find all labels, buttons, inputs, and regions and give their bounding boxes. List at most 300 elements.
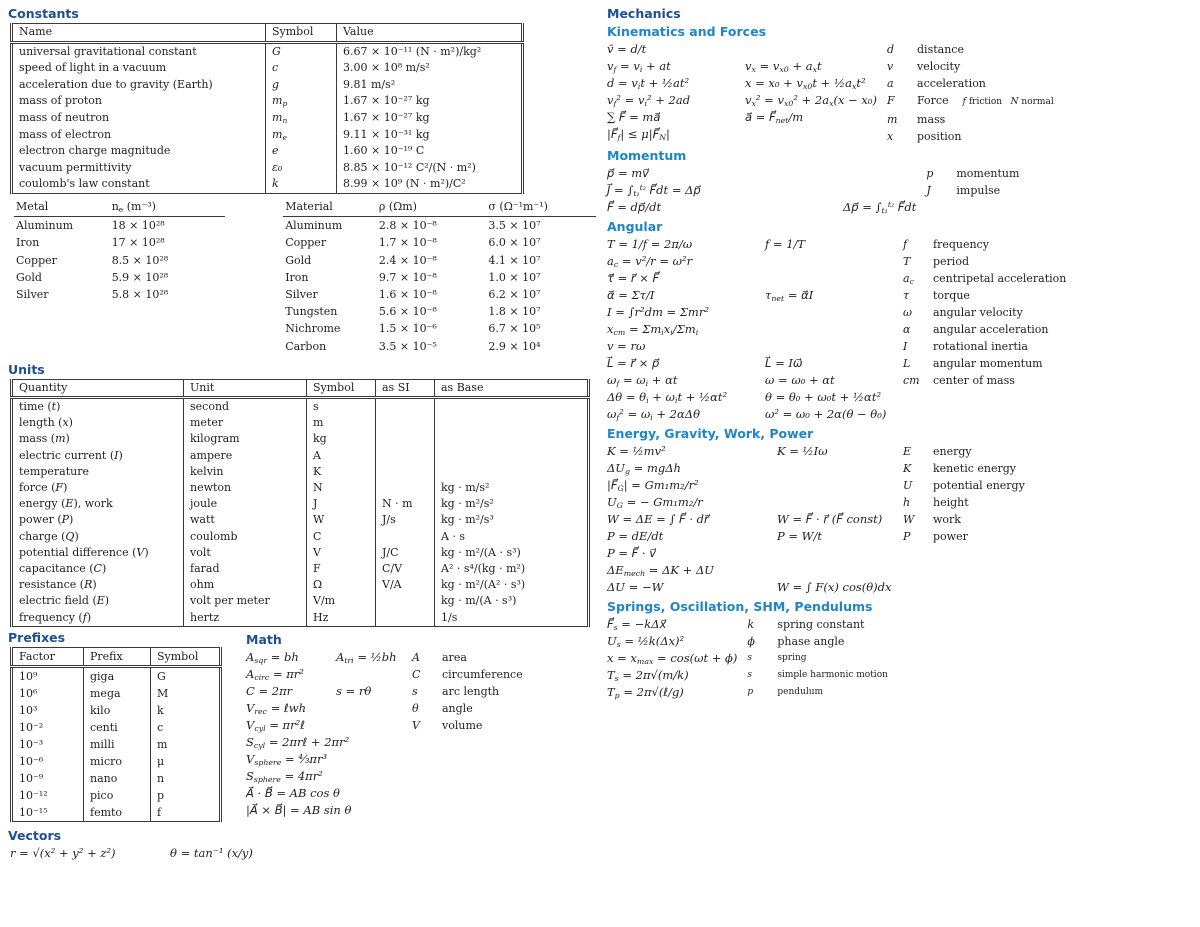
table-row bbox=[12, 143, 523, 160]
table-row bbox=[12, 561, 589, 577]
legend-symbol: F bbox=[887, 94, 895, 107]
table-cell: electric field (E) bbox=[19, 594, 110, 608]
table-cell: micro bbox=[84, 753, 151, 770]
table-cell: m bbox=[307, 415, 376, 431]
table-row bbox=[12, 545, 589, 561]
formula: A⃗ · B⃗ = AB cos θ bbox=[246, 785, 340, 800]
legend-symbol: k bbox=[747, 618, 755, 631]
legend-extra: f friction N normal bbox=[962, 97, 1054, 107]
legend-description: velocity bbox=[917, 60, 961, 73]
legend-row bbox=[412, 717, 523, 734]
table-row bbox=[12, 77, 523, 94]
formula-row bbox=[607, 511, 903, 528]
formula-row bbox=[607, 236, 903, 253]
table-cell: 10⁻¹² bbox=[19, 788, 48, 802]
table-row bbox=[12, 110, 523, 127]
column-header: ρ (Ωm) bbox=[377, 199, 487, 217]
legend-symbol: x bbox=[887, 130, 894, 143]
column-header: Symbol bbox=[307, 379, 376, 397]
formula-row bbox=[607, 562, 903, 579]
header-row bbox=[14, 199, 225, 217]
formula: $\Delta U_g = mg\Delta h$ bbox=[607, 461, 681, 477]
formula: L⃗ = Iω⃗ bbox=[765, 356, 803, 370]
formula-row bbox=[607, 355, 903, 372]
constants-table-body bbox=[12, 42, 523, 193]
legend-symbol: L bbox=[903, 357, 911, 370]
formula-row bbox=[607, 389, 903, 406]
formula: P = F⃗ · v⃗ bbox=[607, 546, 657, 560]
legend-symbol: J bbox=[926, 184, 931, 197]
table-cell: Aluminum bbox=[16, 219, 74, 233]
math-title: Math bbox=[246, 631, 282, 647]
table-row bbox=[12, 719, 221, 736]
table-row bbox=[12, 577, 589, 593]
formula: $\Delta E_{mech} = \Delta K + \Delta U$ bbox=[607, 563, 714, 579]
table-row bbox=[283, 234, 596, 251]
legend-symbol: T bbox=[903, 255, 911, 268]
formula: v = rω bbox=[607, 339, 646, 353]
formula-row bbox=[607, 477, 903, 494]
table-cell: G bbox=[151, 666, 221, 685]
table-cell: energy (E), work bbox=[19, 497, 113, 511]
table-cell: 8.5 × 10²⁸ bbox=[111, 253, 169, 267]
table-cell: 6.67 × 10⁻¹¹ (N · m²)/kg² bbox=[337, 42, 523, 60]
table-row bbox=[283, 286, 596, 303]
table-cell bbox=[376, 415, 435, 431]
table-cell: centi bbox=[84, 719, 151, 736]
table-row bbox=[12, 702, 221, 719]
table-cell: 1.8 × 10⁷ bbox=[488, 305, 541, 319]
units-section bbox=[8, 362, 596, 627]
table-cell: coulomb bbox=[184, 529, 307, 545]
column-header: Material bbox=[283, 199, 377, 217]
table-cell bbox=[376, 529, 435, 545]
legend-description: acceleration bbox=[917, 77, 986, 90]
column-header: σ (Ω⁻¹m⁻¹) bbox=[486, 199, 596, 217]
constants-table bbox=[10, 23, 524, 194]
formula: θ = tan⁻¹ (x/y) bbox=[170, 845, 253, 860]
table-cell: 18 × 10²⁸ bbox=[111, 219, 165, 233]
legend-symbol: ϕ bbox=[747, 635, 755, 648]
formula: $V_{cyl}$ = πr²ℓ bbox=[246, 717, 305, 733]
springs-title: Springs, Oscillation, SHM, Pendulums bbox=[607, 599, 873, 614]
table-cell: kg bbox=[307, 431, 376, 447]
legend-row bbox=[903, 253, 1066, 270]
formula: $v_x = v_{x0} + a_xt$ bbox=[745, 59, 822, 75]
table-cell: femto bbox=[84, 804, 151, 822]
table-cell: 1.7 × 10⁻⁸ bbox=[378, 236, 437, 250]
legend-symbol: h bbox=[903, 496, 911, 509]
table-cell: power (P) bbox=[19, 513, 74, 527]
formula-row bbox=[607, 58, 887, 75]
table-cell: electric current (I) bbox=[19, 448, 123, 462]
materials-table bbox=[283, 199, 596, 355]
table-cell: J/C bbox=[376, 545, 435, 561]
momentum-legend bbox=[926, 165, 1019, 216]
legend-description: rotational inertia bbox=[933, 340, 1028, 353]
table-cell: N bbox=[307, 480, 376, 496]
formula: s = rθ bbox=[336, 683, 372, 698]
legend-symbol: W bbox=[903, 513, 915, 526]
formula-row bbox=[246, 751, 412, 768]
table-cell: volt bbox=[184, 545, 307, 561]
formula: $U_G$ = − Gm₁m₂/r bbox=[607, 495, 703, 511]
formula: $\Delta\theta = \theta_i + \omega_it$ + ½αt² bbox=[607, 390, 728, 406]
legend-row bbox=[747, 650, 888, 667]
table-row bbox=[12, 736, 221, 753]
table-cell bbox=[435, 464, 589, 480]
table-cell: 6.7 × 10⁵ bbox=[488, 322, 541, 336]
column-header: Factor bbox=[12, 647, 84, 666]
units-table bbox=[10, 379, 590, 627]
constants-title: Constants bbox=[8, 6, 79, 21]
table-cell: Hz bbox=[307, 610, 376, 627]
legend-symbol: K bbox=[903, 462, 912, 475]
angular-title: Angular bbox=[607, 219, 663, 234]
table-row bbox=[12, 127, 523, 144]
table-cell: f bbox=[151, 804, 221, 822]
table-cell: 1.67 × 10⁻²⁷ kg bbox=[337, 93, 523, 110]
table-cell: 9.7 × 10⁻⁸ bbox=[378, 270, 437, 284]
formula: P = W/t bbox=[777, 529, 823, 543]
vectors-title: Vectors bbox=[8, 827, 62, 843]
legend-description: mass bbox=[917, 113, 946, 126]
legend-symbol: p bbox=[926, 167, 934, 180]
math-legend bbox=[412, 649, 523, 819]
legend-description: simple harmonic motion bbox=[777, 670, 888, 680]
formula: $|F⃗_f|$ ≤ $\mu|F⃗_N|$ bbox=[607, 127, 670, 143]
formula-row bbox=[607, 270, 903, 287]
table-cell: 3.5 × 10⁷ bbox=[488, 219, 541, 233]
table-cell bbox=[376, 610, 435, 627]
legend-description: circumference bbox=[442, 667, 523, 681]
formula: $v_f = v_i$ + at bbox=[607, 59, 671, 75]
formula-row bbox=[607, 126, 887, 143]
table-row bbox=[12, 804, 221, 822]
table-row bbox=[12, 666, 221, 685]
table-cell: $m_n$ bbox=[266, 110, 337, 127]
table-cell: K bbox=[307, 464, 376, 480]
table-cell: A bbox=[307, 448, 376, 464]
legend-row bbox=[903, 443, 1025, 460]
table-cell: farad bbox=[184, 561, 307, 577]
constants-table-head bbox=[12, 24, 523, 43]
table-cell: mass (m) bbox=[19, 432, 70, 446]
legend-row bbox=[412, 666, 523, 683]
formula-row bbox=[607, 321, 903, 338]
angular-formulas bbox=[607, 236, 903, 423]
table-row bbox=[283, 217, 596, 235]
table-cell: 3.5 × 10⁻⁵ bbox=[378, 339, 437, 353]
table-cell: joule bbox=[184, 496, 307, 512]
formula: θ = θ₀ + ω₀t + ½αt² bbox=[765, 390, 882, 404]
formula-row bbox=[246, 802, 412, 819]
legend-description: angular momentum bbox=[933, 357, 1043, 370]
vectors-formulas bbox=[10, 845, 596, 862]
momentum-section bbox=[607, 148, 1195, 216]
legend-description: position bbox=[917, 130, 962, 143]
table-cell: ohm bbox=[184, 577, 307, 593]
header-row bbox=[283, 199, 596, 217]
table-cell: W bbox=[307, 512, 376, 528]
legend-description: angular velocity bbox=[933, 306, 1023, 319]
table-cell: 1/s bbox=[435, 610, 589, 627]
table-cell: Copper bbox=[285, 236, 327, 250]
legend-row bbox=[412, 649, 523, 666]
metals-table bbox=[14, 199, 225, 303]
table-cell bbox=[435, 448, 589, 464]
table-cell: newton bbox=[184, 480, 307, 496]
legend-row bbox=[903, 528, 1025, 545]
formula: J⃗ = $\int_{t_1}^{t_2}$ F⃗dt = Δp⃗ bbox=[607, 183, 701, 199]
table-cell: F bbox=[307, 561, 376, 577]
math-section bbox=[246, 632, 523, 819]
column-header: Symbol bbox=[151, 647, 221, 666]
table-cell bbox=[435, 397, 589, 415]
column-header: Unit bbox=[184, 379, 307, 397]
legend-row bbox=[903, 304, 1066, 321]
legend-symbol: cm bbox=[903, 374, 920, 387]
table-row bbox=[12, 176, 523, 193]
header-row bbox=[12, 647, 221, 666]
formula-row bbox=[607, 494, 903, 511]
legend-symbol: I bbox=[903, 340, 908, 353]
table-cell: V bbox=[307, 545, 376, 561]
formula-row bbox=[607, 182, 926, 199]
table-row bbox=[12, 42, 523, 60]
table-cell: A · s bbox=[435, 529, 589, 545]
metals-table-body bbox=[14, 217, 225, 304]
legend-row bbox=[747, 684, 888, 701]
formula: W = ΔE = ∫ F⃗ · dr⃗ bbox=[607, 512, 709, 526]
table-cell: potential difference (V) bbox=[19, 545, 149, 559]
column-header: as Base bbox=[435, 379, 589, 397]
formula-row bbox=[607, 579, 903, 596]
table-cell: 10⁻¹⁵ bbox=[19, 805, 48, 819]
legend-row bbox=[887, 128, 1054, 145]
column-header: $n_e$ (m⁻³) bbox=[110, 199, 226, 217]
formula: τ⃗ = r⃗ × F⃗ bbox=[607, 271, 660, 285]
legend-row bbox=[903, 338, 1066, 355]
table-cell: 3.00 × 10⁸ m/s² bbox=[337, 60, 523, 77]
table-cell: kilogram bbox=[184, 431, 307, 447]
table-cell: Nichrome bbox=[285, 322, 341, 336]
formula: $V_{rec}$ = ℓwh bbox=[246, 700, 306, 716]
table-cell: m bbox=[151, 736, 221, 753]
table-cell: ampere bbox=[184, 448, 307, 464]
table-row bbox=[12, 93, 523, 110]
table-cell: kelvin bbox=[184, 464, 307, 480]
legend-description: distance bbox=[917, 43, 964, 56]
angular-legend bbox=[903, 236, 1066, 423]
vectors-section bbox=[8, 828, 596, 862]
formula-row bbox=[607, 92, 887, 109]
table-cell: C bbox=[307, 529, 376, 545]
formula-row bbox=[607, 109, 887, 126]
table-row bbox=[12, 431, 589, 447]
formula-row bbox=[246, 666, 412, 683]
formula: α⃗ = Στ/I bbox=[607, 288, 655, 302]
formula: v̄ = d/t bbox=[607, 42, 647, 56]
table-cell: Gold bbox=[285, 253, 312, 267]
table-cell: 1.5 × 10⁻⁶ bbox=[378, 322, 437, 336]
table-row bbox=[12, 480, 589, 496]
table-row bbox=[12, 787, 221, 804]
table-row bbox=[283, 320, 596, 337]
table-row bbox=[283, 303, 596, 320]
table-cell: μ bbox=[151, 753, 221, 770]
prefixes-math-row bbox=[8, 630, 596, 822]
table-cell bbox=[435, 415, 589, 431]
table-cell: universal gravitational constant bbox=[19, 44, 197, 58]
table-cell: kg · m/(A · s³) bbox=[435, 593, 589, 609]
table-row bbox=[12, 770, 221, 787]
table-cell: frequency (f) bbox=[19, 610, 92, 624]
legend-row bbox=[903, 270, 1066, 287]
formula: Δp⃗ = $\int_{t_1}^{t_2}$ F⃗dt bbox=[843, 200, 917, 216]
legend-symbol: s bbox=[412, 684, 418, 698]
table-cell: 1.6 × 10⁻⁸ bbox=[378, 287, 437, 301]
table-row bbox=[12, 593, 589, 609]
table-row bbox=[12, 529, 589, 545]
legend-row bbox=[903, 321, 1066, 338]
table-cell: mass of neutron bbox=[19, 110, 110, 124]
formula-row bbox=[607, 165, 926, 182]
column-header: Metal bbox=[14, 199, 110, 217]
legend-symbol: a bbox=[887, 77, 894, 90]
formula-row bbox=[607, 287, 903, 304]
table-cell: e bbox=[266, 143, 337, 160]
table-row bbox=[14, 252, 225, 269]
table-row bbox=[14, 286, 225, 303]
table-cell: length (x) bbox=[19, 416, 73, 430]
table-row bbox=[283, 338, 596, 355]
table-cell: ε₀ bbox=[266, 160, 337, 177]
prefixes-table-body bbox=[12, 666, 221, 821]
table-cell: 5.6 × 10⁻⁸ bbox=[378, 305, 437, 319]
table-row bbox=[12, 415, 589, 431]
formula-row bbox=[607, 372, 903, 389]
table-row bbox=[12, 448, 589, 464]
table-cell: Silver bbox=[285, 287, 318, 301]
springs-formulas bbox=[607, 616, 747, 701]
table-cell: 5.9 × 10²⁸ bbox=[111, 270, 169, 284]
legend-symbol: C bbox=[412, 667, 421, 681]
table-cell: 2.8 × 10⁻⁸ bbox=[378, 219, 437, 233]
column-header: Symbol bbox=[266, 24, 337, 43]
legend-row bbox=[903, 477, 1025, 494]
formula-row bbox=[607, 545, 903, 562]
table-row bbox=[14, 234, 225, 251]
legend-symbol: $a_c$ bbox=[903, 272, 914, 287]
table-cell: Ω bbox=[307, 577, 376, 593]
formula-row bbox=[607, 616, 747, 633]
formula: $\tau_{net}$ = α⃗I bbox=[765, 288, 814, 304]
formula: $A_{sqr}$ = bh bbox=[246, 649, 299, 665]
legend-symbol: E bbox=[903, 445, 912, 458]
table-cell: 1.60 × 10⁻¹⁹ C bbox=[337, 143, 523, 160]
table-cell: 6.2 × 10⁷ bbox=[488, 287, 541, 301]
table-row bbox=[12, 753, 221, 770]
formula: $F⃗_s$ = −kΔx⃗ bbox=[607, 617, 667, 633]
table-cell: n bbox=[151, 770, 221, 787]
legend-description: momentum bbox=[956, 167, 1020, 180]
column-header: Value bbox=[337, 24, 523, 43]
formula: W = ∫ F(x) cos(θ)dx bbox=[777, 580, 892, 594]
table-cell: 2.4 × 10⁻⁸ bbox=[378, 253, 437, 267]
kinematics-title: Kinematics and Forces bbox=[607, 24, 767, 39]
formula-row bbox=[607, 304, 903, 321]
formula-row bbox=[246, 768, 412, 785]
formula: C = 2πr bbox=[246, 683, 293, 698]
springs-section bbox=[607, 599, 1195, 701]
legend-symbol: d bbox=[887, 43, 895, 56]
table-cell: charge (Q) bbox=[19, 529, 79, 543]
table-cell: G bbox=[266, 42, 337, 60]
legend-row bbox=[926, 182, 1019, 199]
table-cell: $m_e$ bbox=[266, 127, 337, 144]
table-cell: k bbox=[266, 176, 337, 193]
legend-row bbox=[903, 236, 1066, 253]
table-cell: 10⁻⁶ bbox=[19, 754, 44, 768]
table-cell: c bbox=[266, 60, 337, 77]
table-row bbox=[12, 512, 589, 528]
right-column bbox=[607, 6, 1195, 704]
formula-row bbox=[607, 443, 903, 460]
table-cell: hertz bbox=[184, 610, 307, 627]
momentum-title: Momentum bbox=[607, 148, 687, 163]
legend-symbol: τ bbox=[903, 289, 910, 302]
table-cell: 9.11 × 10⁻³¹ kg bbox=[337, 127, 523, 144]
table-cell: 1.0 × 10⁷ bbox=[488, 270, 541, 284]
table-row bbox=[12, 160, 523, 177]
table-row bbox=[12, 685, 221, 702]
table-cell: watt bbox=[184, 512, 307, 528]
formula-row bbox=[607, 633, 747, 650]
table-row bbox=[283, 252, 596, 269]
formula: F⃗ = dp⃗/dt bbox=[607, 200, 662, 214]
table-cell: coulomb's law constant bbox=[19, 177, 150, 191]
legend-row bbox=[747, 633, 888, 650]
legend-description: power bbox=[933, 530, 968, 543]
formula-row bbox=[607, 41, 887, 58]
legend-description: Force bbox=[917, 94, 949, 107]
formula: f = 1/T bbox=[765, 237, 806, 251]
energy-section bbox=[607, 426, 1195, 596]
formula: $\omega_f^2 = \omega_i + 2\alpha\Delta\theta$ bbox=[607, 407, 700, 423]
formula: $x_{cm} = \Sigma m_ix_i/\Sigma m_i$ bbox=[607, 322, 699, 338]
table-cell: Aluminum bbox=[285, 219, 343, 233]
formula: $A_{tri}$ = ½bh bbox=[336, 649, 397, 665]
formula: $|F⃗_G| = Gm_1m_2/r^2$ bbox=[607, 478, 699, 494]
legend-description: potential energy bbox=[933, 479, 1025, 492]
prefixes-table bbox=[10, 647, 222, 822]
legend-description: kenetic energy bbox=[933, 462, 1016, 475]
table-cell: mass of proton bbox=[19, 94, 103, 108]
legend-row bbox=[747, 616, 888, 633]
materials-table-body bbox=[283, 217, 596, 355]
math-formulas bbox=[246, 649, 412, 819]
table-cell: M bbox=[151, 685, 221, 702]
table-cell: 4.1 × 10⁷ bbox=[488, 253, 541, 267]
table-cell: C/V bbox=[376, 561, 435, 577]
formula: L⃗ = r⃗ × p⃗ bbox=[607, 356, 660, 370]
formula-row bbox=[607, 667, 747, 684]
angular-section bbox=[607, 219, 1195, 423]
legend-symbol: P bbox=[903, 530, 911, 543]
table-cell bbox=[376, 480, 435, 496]
formula-row bbox=[607, 406, 903, 423]
